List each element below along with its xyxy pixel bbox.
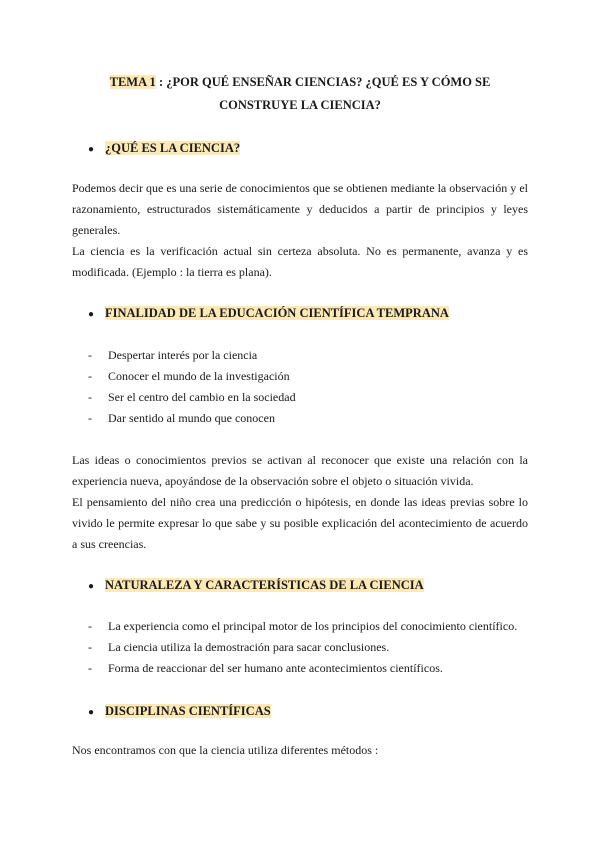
dash-icon: -	[88, 369, 92, 383]
paragraph: Las ideas o conocimientos previos se activan al reconocer que existe una relación con la experiencia nueva, apoyándose de la observación sobre el objeto o situación vivida.	[72, 453, 528, 488]
list-item: - La ciencia utiliza la demostración para sacar conclusiones.	[88, 637, 528, 658]
heading-text: DISCIPLINAS CIENTÍFICAS	[105, 704, 271, 718]
list-item: - Despertar interés por la ciencia	[88, 345, 528, 366]
heading-text: FINALIDAD DE LA EDUCACIÓN CIENTÍFICA TEMPRANA	[105, 306, 449, 320]
naturaleza-list	[88, 616, 528, 679]
bullet-icon: ●	[88, 581, 95, 592]
dash-icon: -	[88, 411, 92, 425]
finalidad-list	[88, 345, 528, 429]
paragraph: Nos encontramos con que la ciencia utiliza diferentes métodos :	[72, 743, 379, 757]
dash-icon: -	[88, 619, 92, 633]
section-que-es-body	[72, 178, 528, 283]
paragraph: La ciencia es la verificación actual sin certeza absoluta. No es permanente, avanza y es modificada. (Ejemplo : la tierra es plana).	[72, 244, 528, 279]
heading-disciplinas	[88, 703, 271, 721]
list-item: - Forma de reaccionar del ser humano ante acontecimientos científicos.	[88, 658, 528, 679]
dash-icon: -	[88, 640, 92, 654]
bullet-icon: ●	[88, 707, 95, 718]
dash-icon: -	[88, 348, 92, 362]
list-item: - La experiencia como el principal motor de los principios del conocimiento científico.	[88, 616, 528, 637]
dash-icon: -	[88, 390, 92, 404]
title-label: TEMA 1	[109, 75, 156, 89]
list-item: - Conocer el mundo de la investigación	[88, 366, 528, 387]
heading-finalidad	[88, 305, 449, 323]
paragraph: El pensamiento del niño crea una predicción o hipótesis, en donde las ideas previas sobre lo vivido le permite expresar lo que sabe y su posible explicación del acontecimiento de acuerdo a sus creencias.	[72, 495, 528, 551]
section-disciplinas-body	[72, 740, 528, 761]
list-item: - Ser el centro del cambio en la sociedad	[88, 387, 528, 408]
heading-text: ¿QUÉ ES LA CIENCIA?	[105, 141, 241, 155]
heading-que-es-la-ciencia	[88, 140, 240, 158]
page-title	[72, 71, 528, 117]
bullet-icon: ●	[88, 144, 95, 155]
section-finalidad-body	[72, 450, 528, 555]
paragraph: Podemos decir que es una serie de conocimientos que se obtienen mediante la observación y el razonamiento, estructurados sistemáticamente y deducidos a partir de principios y leyes generales.	[72, 181, 528, 237]
dash-icon: -	[88, 661, 92, 675]
bullet-icon: ●	[88, 309, 95, 320]
heading-naturaleza	[88, 577, 424, 595]
heading-text: NATURALEZA Y CARACTERÍSTICAS DE LA CIENCIA	[105, 578, 424, 592]
list-item: - Dar sentido al mundo que conocen	[88, 408, 528, 429]
title-text: : ¿POR QUÉ ENSEÑAR CIENCIAS? ¿QUÉ ES Y CÓMO SE CONSTRUYE LA CIENCIA?	[155, 75, 491, 112]
